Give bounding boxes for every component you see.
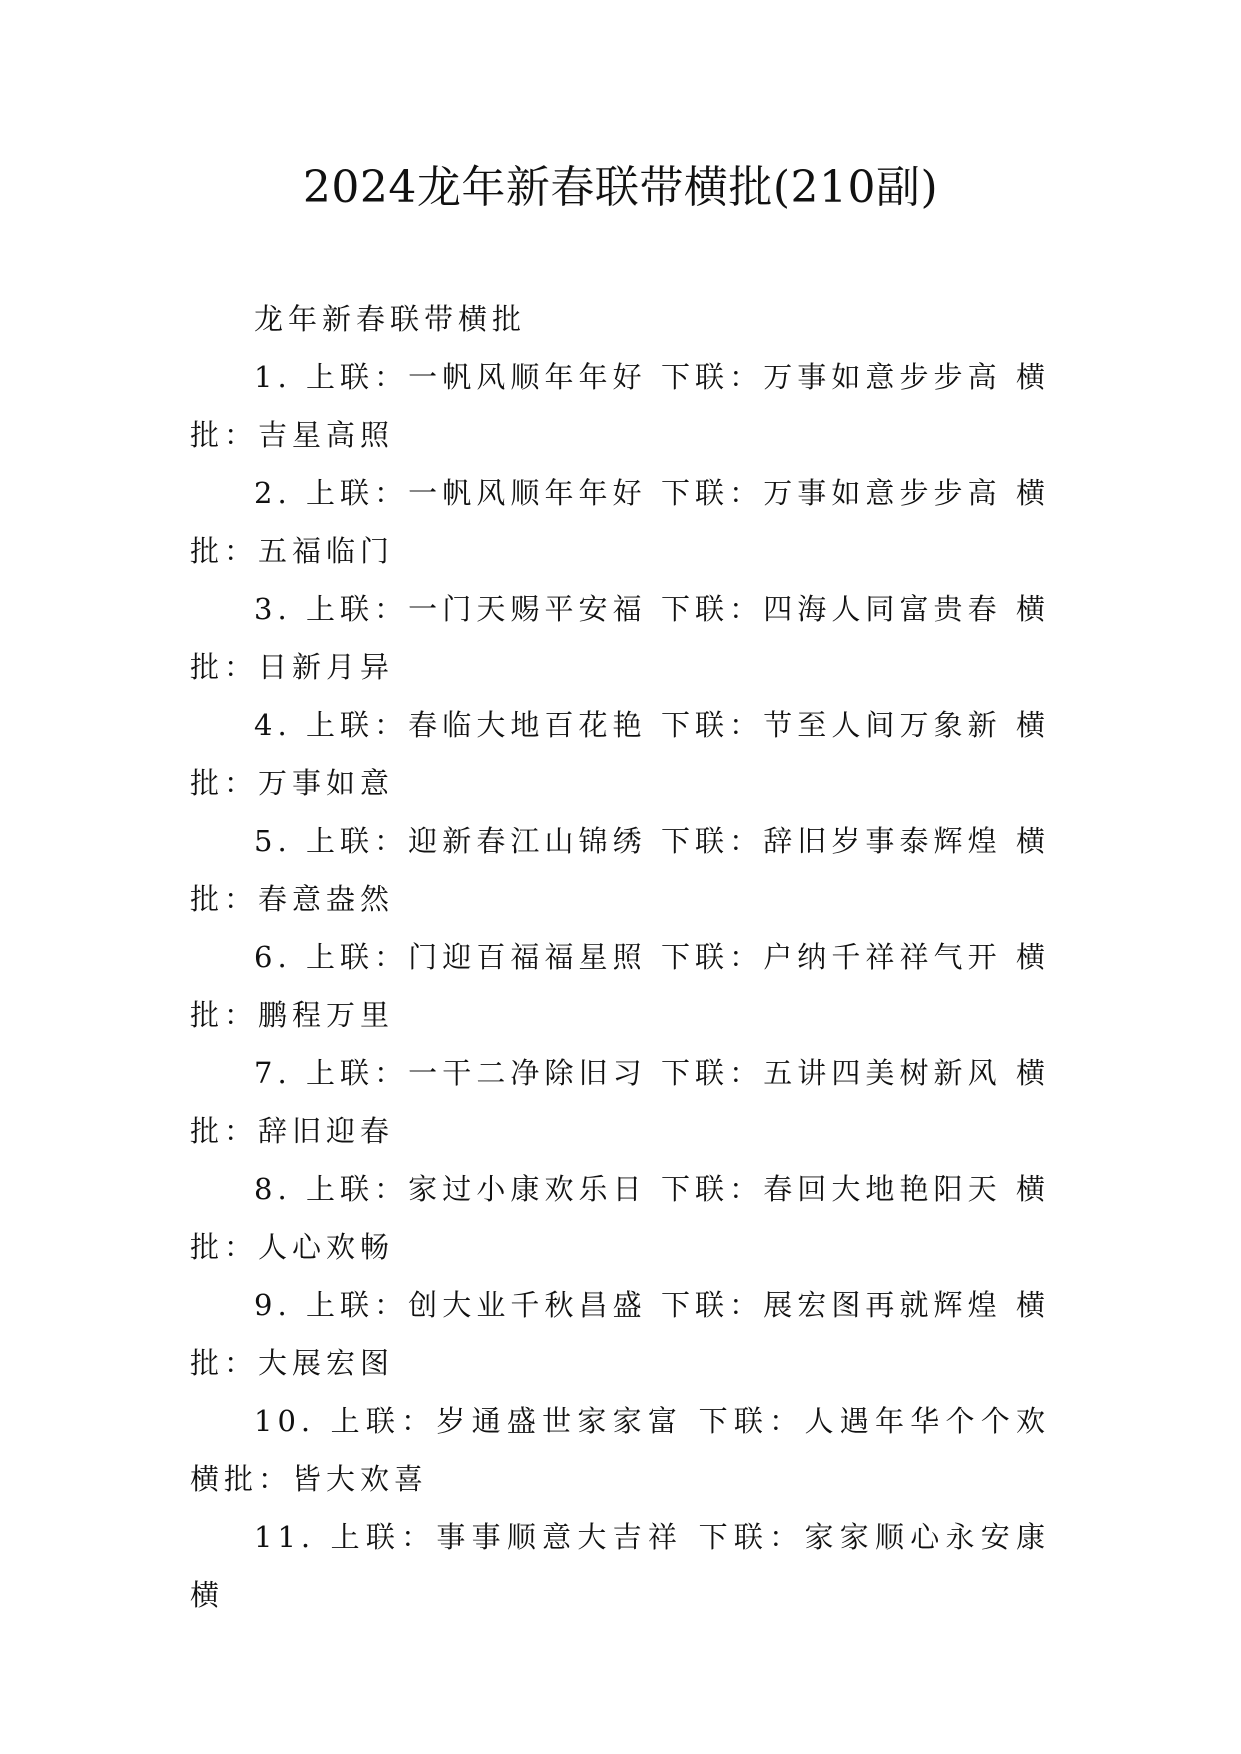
couplet-item: 7. 上联：一干二净除旧习 下联：五讲四美树新风 横批：辞旧迎春 — [190, 1056, 1050, 1148]
couplet-item: 2. 上联：一帆风顺年年好 下联：万事如意步步高 横批：五福临门 — [190, 476, 1050, 568]
couplet-item: 8. 上联：家过小康欢乐日 下联：春回大地艳阳天 横批：人心欢畅 — [190, 1172, 1050, 1264]
couplet-item: 1. 上联：一帆风顺年年好 下联：万事如意步步高 横批：吉星高照 — [190, 360, 1050, 452]
couplet-item: 11. 上联：事事顺意大吉祥 下联：家家顺心永安康 横 — [190, 1520, 1050, 1612]
couplet-item: 4. 上联：春临大地百花艳 下联：节至人间万象新 横批：万事如意 — [190, 708, 1050, 800]
document-body — [190, 290, 1050, 1624]
couplet-item: 3. 上联：一门天赐平安福 下联：四海人同富贵春 横批：日新月异 — [190, 592, 1050, 684]
document-title: 2024龙年新春联带横批(210副) — [302, 162, 939, 213]
couplet-item: 9. 上联：创大业千秋昌盛 下联：展宏图再就辉煌 横批：大展宏图 — [190, 1288, 1050, 1380]
couplet-item: 6. 上联：门迎百福福星照 下联：户纳千祥祥气开 横批：鹏程万里 — [190, 940, 1050, 1032]
subheading: 龙年新春联带横批 — [254, 302, 527, 336]
couplet-item: 5. 上联：迎新春江山锦绣 下联：辞旧岁事泰辉煌 横批：春意盎然 — [190, 824, 1050, 916]
couplet-item: 10. 上联：岁通盛世家家富 下联：人遇年华个个欢 横批：皆大欢喜 — [190, 1404, 1050, 1496]
